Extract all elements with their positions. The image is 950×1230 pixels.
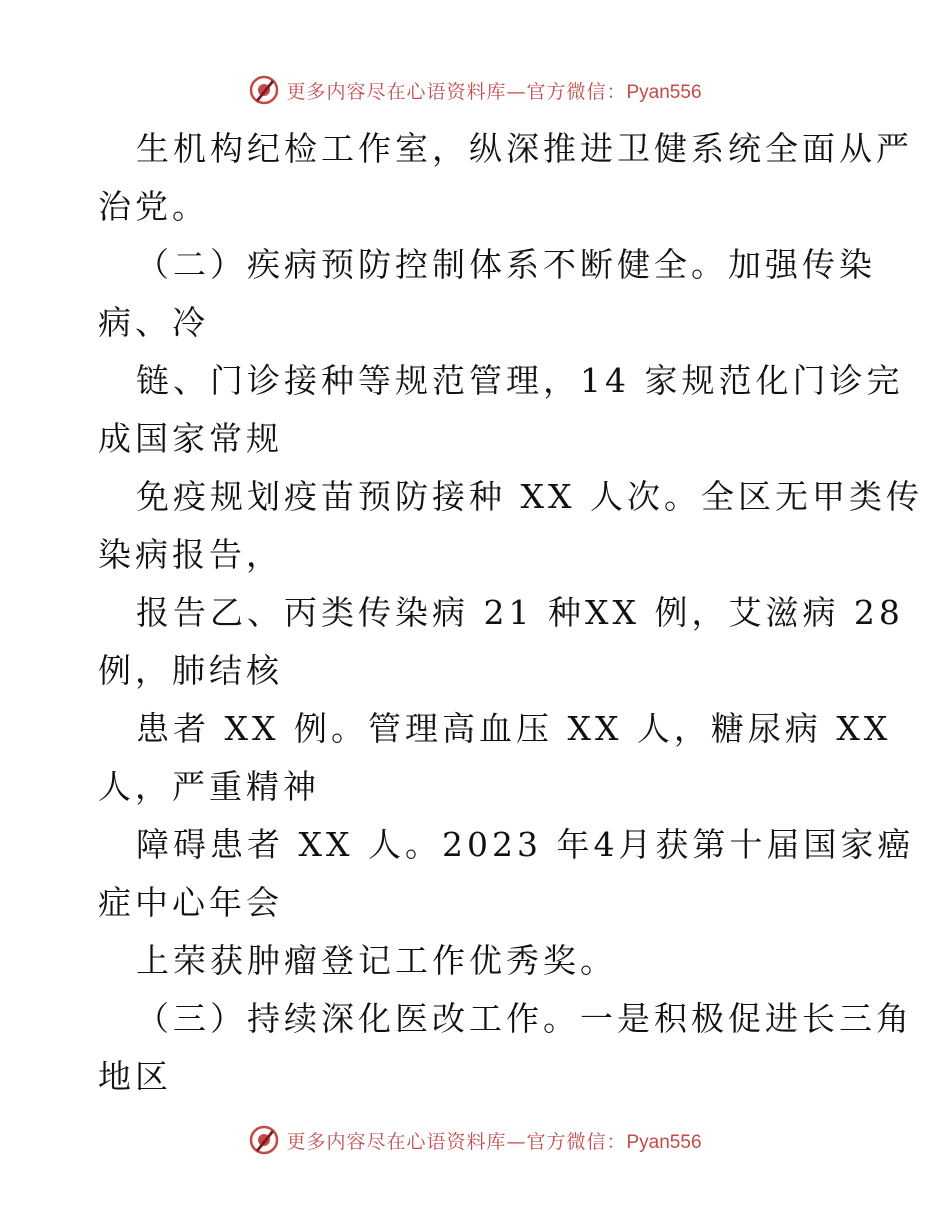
footer-watermark-text: 更多内容尽在心语资料库—官方微信：Pyan556 [286,1130,702,1153]
body-line: 例，肺结核 [98,651,283,690]
footer-watermark-banner [0,1120,950,1160]
body-line: 症中心年会 [98,883,283,922]
body-line: 病、冷 [98,303,209,342]
document-body [98,120,923,1106]
body-line: 人，严重精神 [98,767,320,806]
quill-logo-icon [248,74,280,106]
quill-logo-icon [248,1124,280,1156]
body-line: 患者 XX 例。管理高血压 XX 人，糖尿病 XX [136,709,892,748]
header-watermark-text: 更多内容尽在心语资料库—官方微信：Pyan556 [286,80,702,103]
body-line: 报告乙、丙类传染病 21 种XX 例，艾滋病 28 [136,593,904,632]
body-line: 生机构纪检工作室，纵深推进卫健系统全面从严 [136,129,913,168]
body-line: 地区 [98,1057,172,1096]
body-line: 治党。 [98,187,209,226]
section-heading-line: （三）持续深化医改工作。一是积极促进长三角 [136,999,913,1038]
section-heading-line: （二）疾病预防控制体系不断健全。加强传染 [136,245,876,284]
body-line: 链、门诊接种等规范管理，14 家规范化门诊完 [136,361,904,400]
body-line: 染病报告， [98,535,283,574]
header-watermark-banner [0,70,950,110]
body-line: 免疫规划疫苗预防接种 XX 人次。全区无甲类传 [136,477,923,516]
body-line: 障碍患者 XX 人。2023 年4月获第十届国家癌 [136,825,915,864]
body-line: 成国家常规 [98,419,283,458]
body-line: 上荣获肿瘤登记工作优秀奖。 [136,941,617,980]
